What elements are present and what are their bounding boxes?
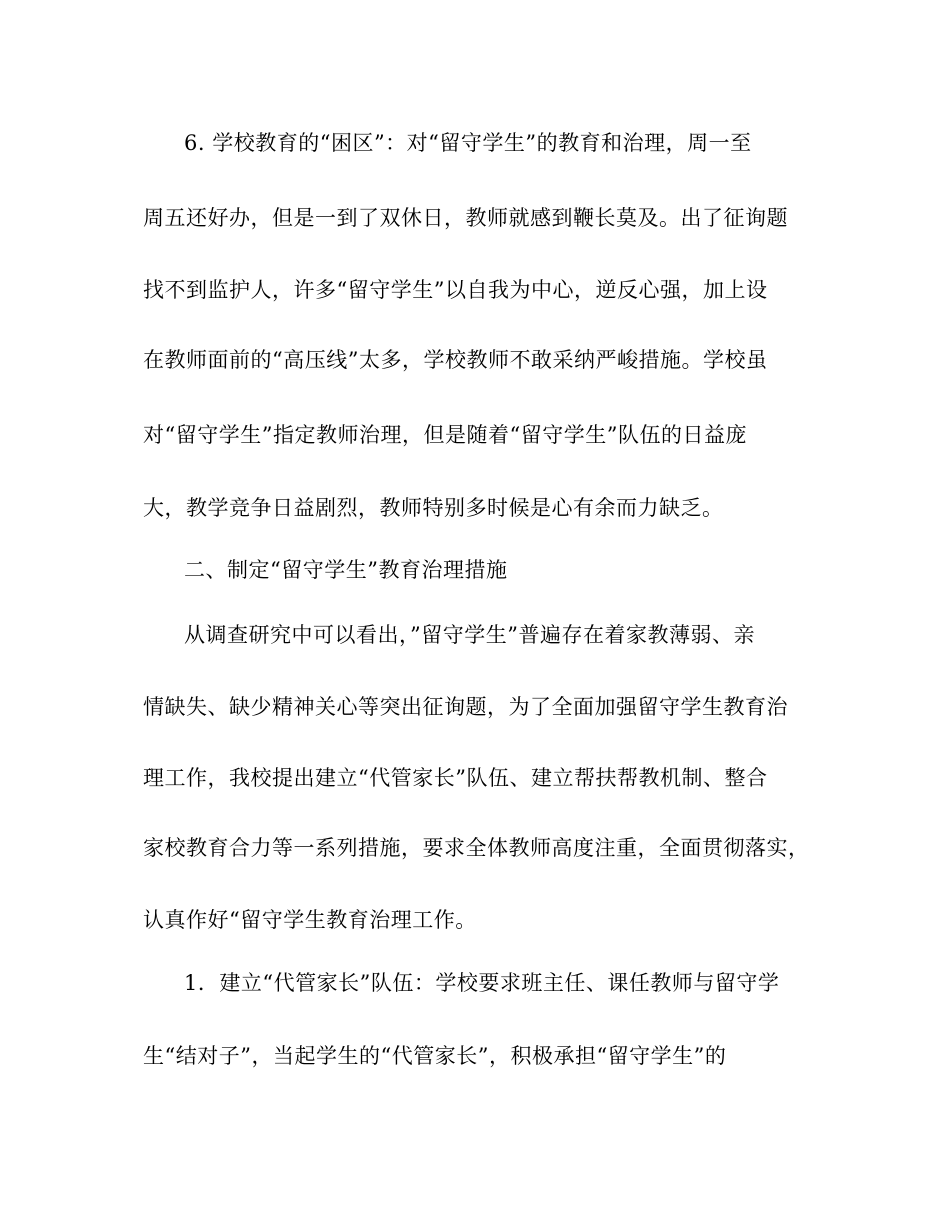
paragraph-line: 从调查研究中可以看出，”留守学生”普遍存在着家教薄弱、亲 xyxy=(184,623,755,647)
paragraph-line: 找不到监护人，许多“留守学生”以自我为中心，逆反心强，加上设 xyxy=(143,278,768,302)
paragraph-line: 生“结对子”，当起学生的“代管家长”，积极承担“留守学生”的 xyxy=(143,1044,727,1068)
paragraph-line: 情缺失、缺少精神关心等突出征询题，为了全面加强留守学生教育治 xyxy=(143,695,788,719)
paragraph-line: 对“留守学生”指定教师治理，但是随着“留守学生”队伍的日益庞 xyxy=(143,423,747,447)
section-heading: 二、制定“留守学生”教育治理措施 xyxy=(184,558,508,582)
paragraph-line: 认真作好“留守学生教育治理工作。 xyxy=(143,908,477,932)
paragraph-line: 在教师面前的“高压线”太多，学校教师不敢采纳严峻措施。学校虽 xyxy=(143,348,768,372)
paragraph-line: 大，教学竞争日益剧烈，教师特别多时候是心有余而力缺乏。 xyxy=(143,496,724,520)
paragraph-line: 1．建立“代管家长”队伍：学校要求班主任、课任教师与留守学 xyxy=(184,971,780,995)
paragraph-line: 家校教育合力等一系列措施，要求全体教师高度注重，全面贯彻落实， xyxy=(143,836,810,860)
paragraph-line: 周五还好办，但是一到了双休日，教师就感到鞭长莫及。出了征询题 xyxy=(143,206,788,230)
paragraph-line: 理工作，我校提出建立“代管家长”队伍、建立帮扶帮教机制、整合 xyxy=(143,766,768,790)
paragraph-line: 6. 学校教育的“困区”：对“留守学生”的教育和治理，周一至 xyxy=(184,131,752,155)
